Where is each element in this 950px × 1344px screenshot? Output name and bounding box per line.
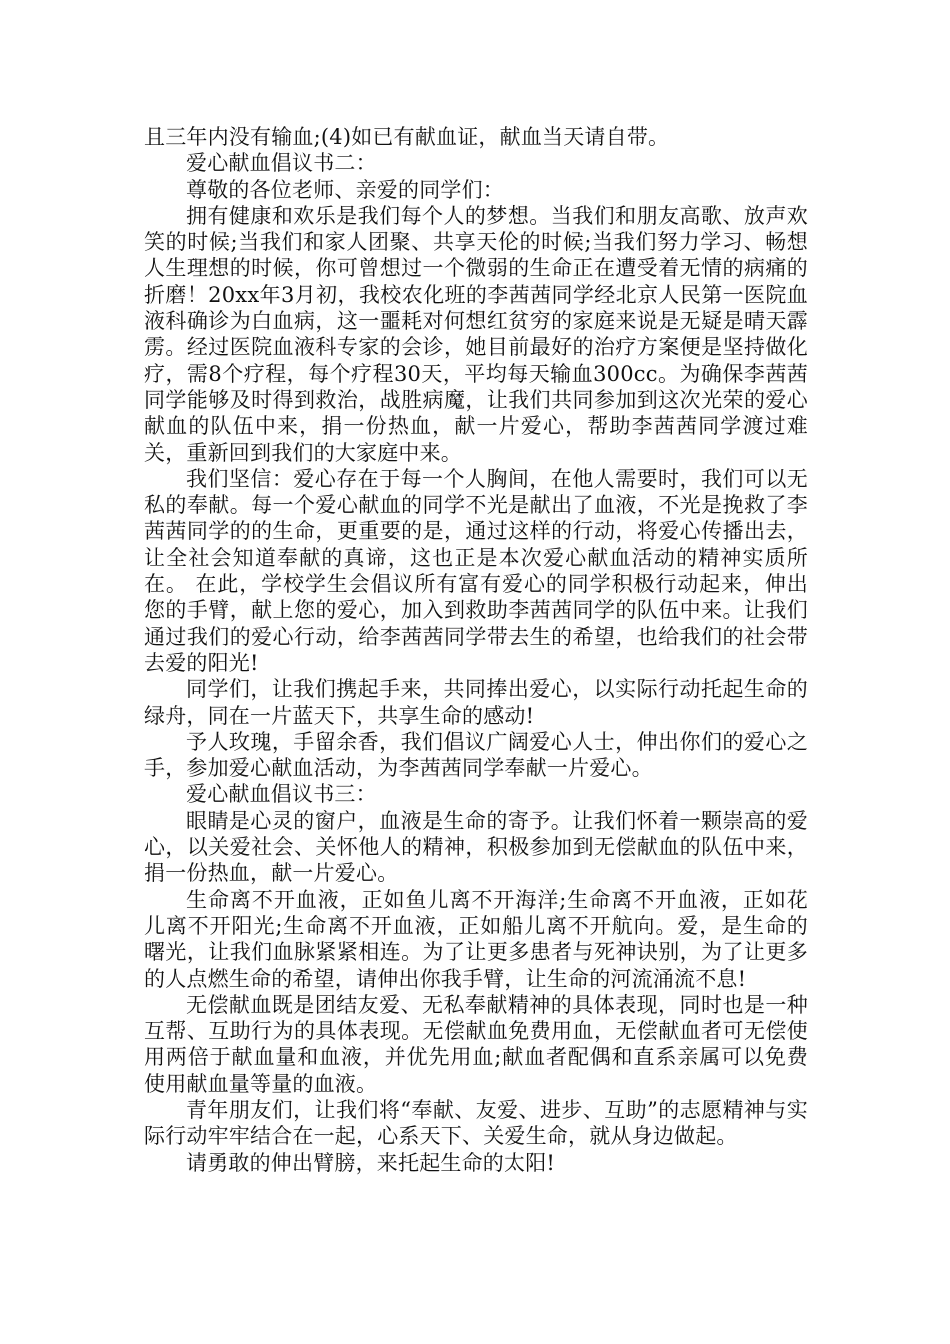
document-page [144,124,808,1176]
paragraph-unpaid-donation: 无偿献血既是团结友爱、无私奉献精神的具体表现，同时也是一种互帮、互助行为的具体表现。无偿献血免费用血，无偿献血者可无偿使用两倍于献血量和血液，并优先用血;献血者配偶和直系亲属可以免费使用献血量等量的血液。 [144,992,808,1096]
paragraph-blood-donation-conditions: 且三年内没有输血;(4)如已有献血证，献血当天请自带。 [144,125,670,149]
paragraph-closing: 请勇敢的伸出臂膀，来托起生命的太阳! [186,1150,556,1175]
paragraph-call-to-public: 予人玫瑰，手留余香，我们倡议广阔爱心人士，伸出你们的爱心之手，参加爱心献血活动，为李茜茜同学奉献一片爱心。 [144,729,808,781]
salutation: 尊敬的各位老师、亲爱的同学们： [186,177,504,202]
paragraph-life-and-blood: 生命离不开血液，正如鱼儿离不开海洋;生命离不开血液，正如花儿离不开阳光;生命离不开血液，正如船儿离不开航向。爱，是生命的曙光，让我们血脉紧紧相连。为了让更多患者与死神诀别，为了让更多的人点燃生命的希望，请伸出你我手臂，让生命的河流涌流不息! [144,887,808,991]
heading-proposal-three: 爱心献血倡议书三： [186,782,377,807]
heading-proposal-two: 爱心献血倡议书二： [186,151,377,176]
paragraph-belief: 我们坚信：爱心存在于每一个人胸间，在他人需要时，我们可以无私的奉献。每一个爱心献血的同学不光是献出了血液，不光是挽救了李茜茜同学的的生命，更重要的是，通过这样的行动，将爱心传播出去，让全社会知道奉献的真谛，这也正是本次爱心献血活动的精神实质所在。 在此，学校学生会倡议所有富有爱心的同学积极行动起来，伸出您的手臂，献上您的爱心，加入到救助李茜茜同学的队伍中来。让我们通过我们的爱心行动，给李茜茜同学带去生的希望，也给我们的社会带去爱的阳光! [144,466,808,675]
paragraph-call-to-students: 同学们，让我们携起手来，共同捧出爱心，以实际行动托起生命的绿舟，同在一片蓝天下，共享生命的感动! [144,677,808,728]
paragraph-opening: 眼睛是心灵的窗户，血液是生命的寄予。让我们怀着一颗崇高的爱心，以关爱社会、关怀他人的精神，积极参加到无偿献血的队伍中来，捐一份热血，献一片爱心。 [144,808,808,886]
paragraph-background: 拥有健康和欢乐是我们每个人的梦想。当我们和朋友高歌、放声欢笑的时候;当我们和家人团聚、共享天伦的时候;当我们努力学习、畅想人生理想的时候，你可曾想过一个微弱的生命正在遭受着无情的病痛的折磨！20xx年3月初，我校农化班的李茜茜同学经北京人民第一医院血液科确诊为白血病，这一噩耗对何想红贫穷的家庭来说是无疑是晴天霹雳。经过医院血液科专家的会诊，她目前最好的治疗方案便是坚持做化疗，需8个疗程，每个疗程30天，平均每天输血300cc。为确保李茜茜同学能够及时得到救治，战胜病魔，让我们共同参加到这次光荣的爱心献血的队伍中来，捐一份热血，献一片爱心，帮助李茜茜同学渡过难关，重新回到我们的大家庭中来。 [144,203,808,465]
paragraph-volunteer-spirit: 青年朋友们，让我们将“奉献、友爱、进步、互助”的志愿精神与实际行动牢牢结合在一起，心系天下、关爱生命，就从身边做起。 [144,1097,808,1149]
